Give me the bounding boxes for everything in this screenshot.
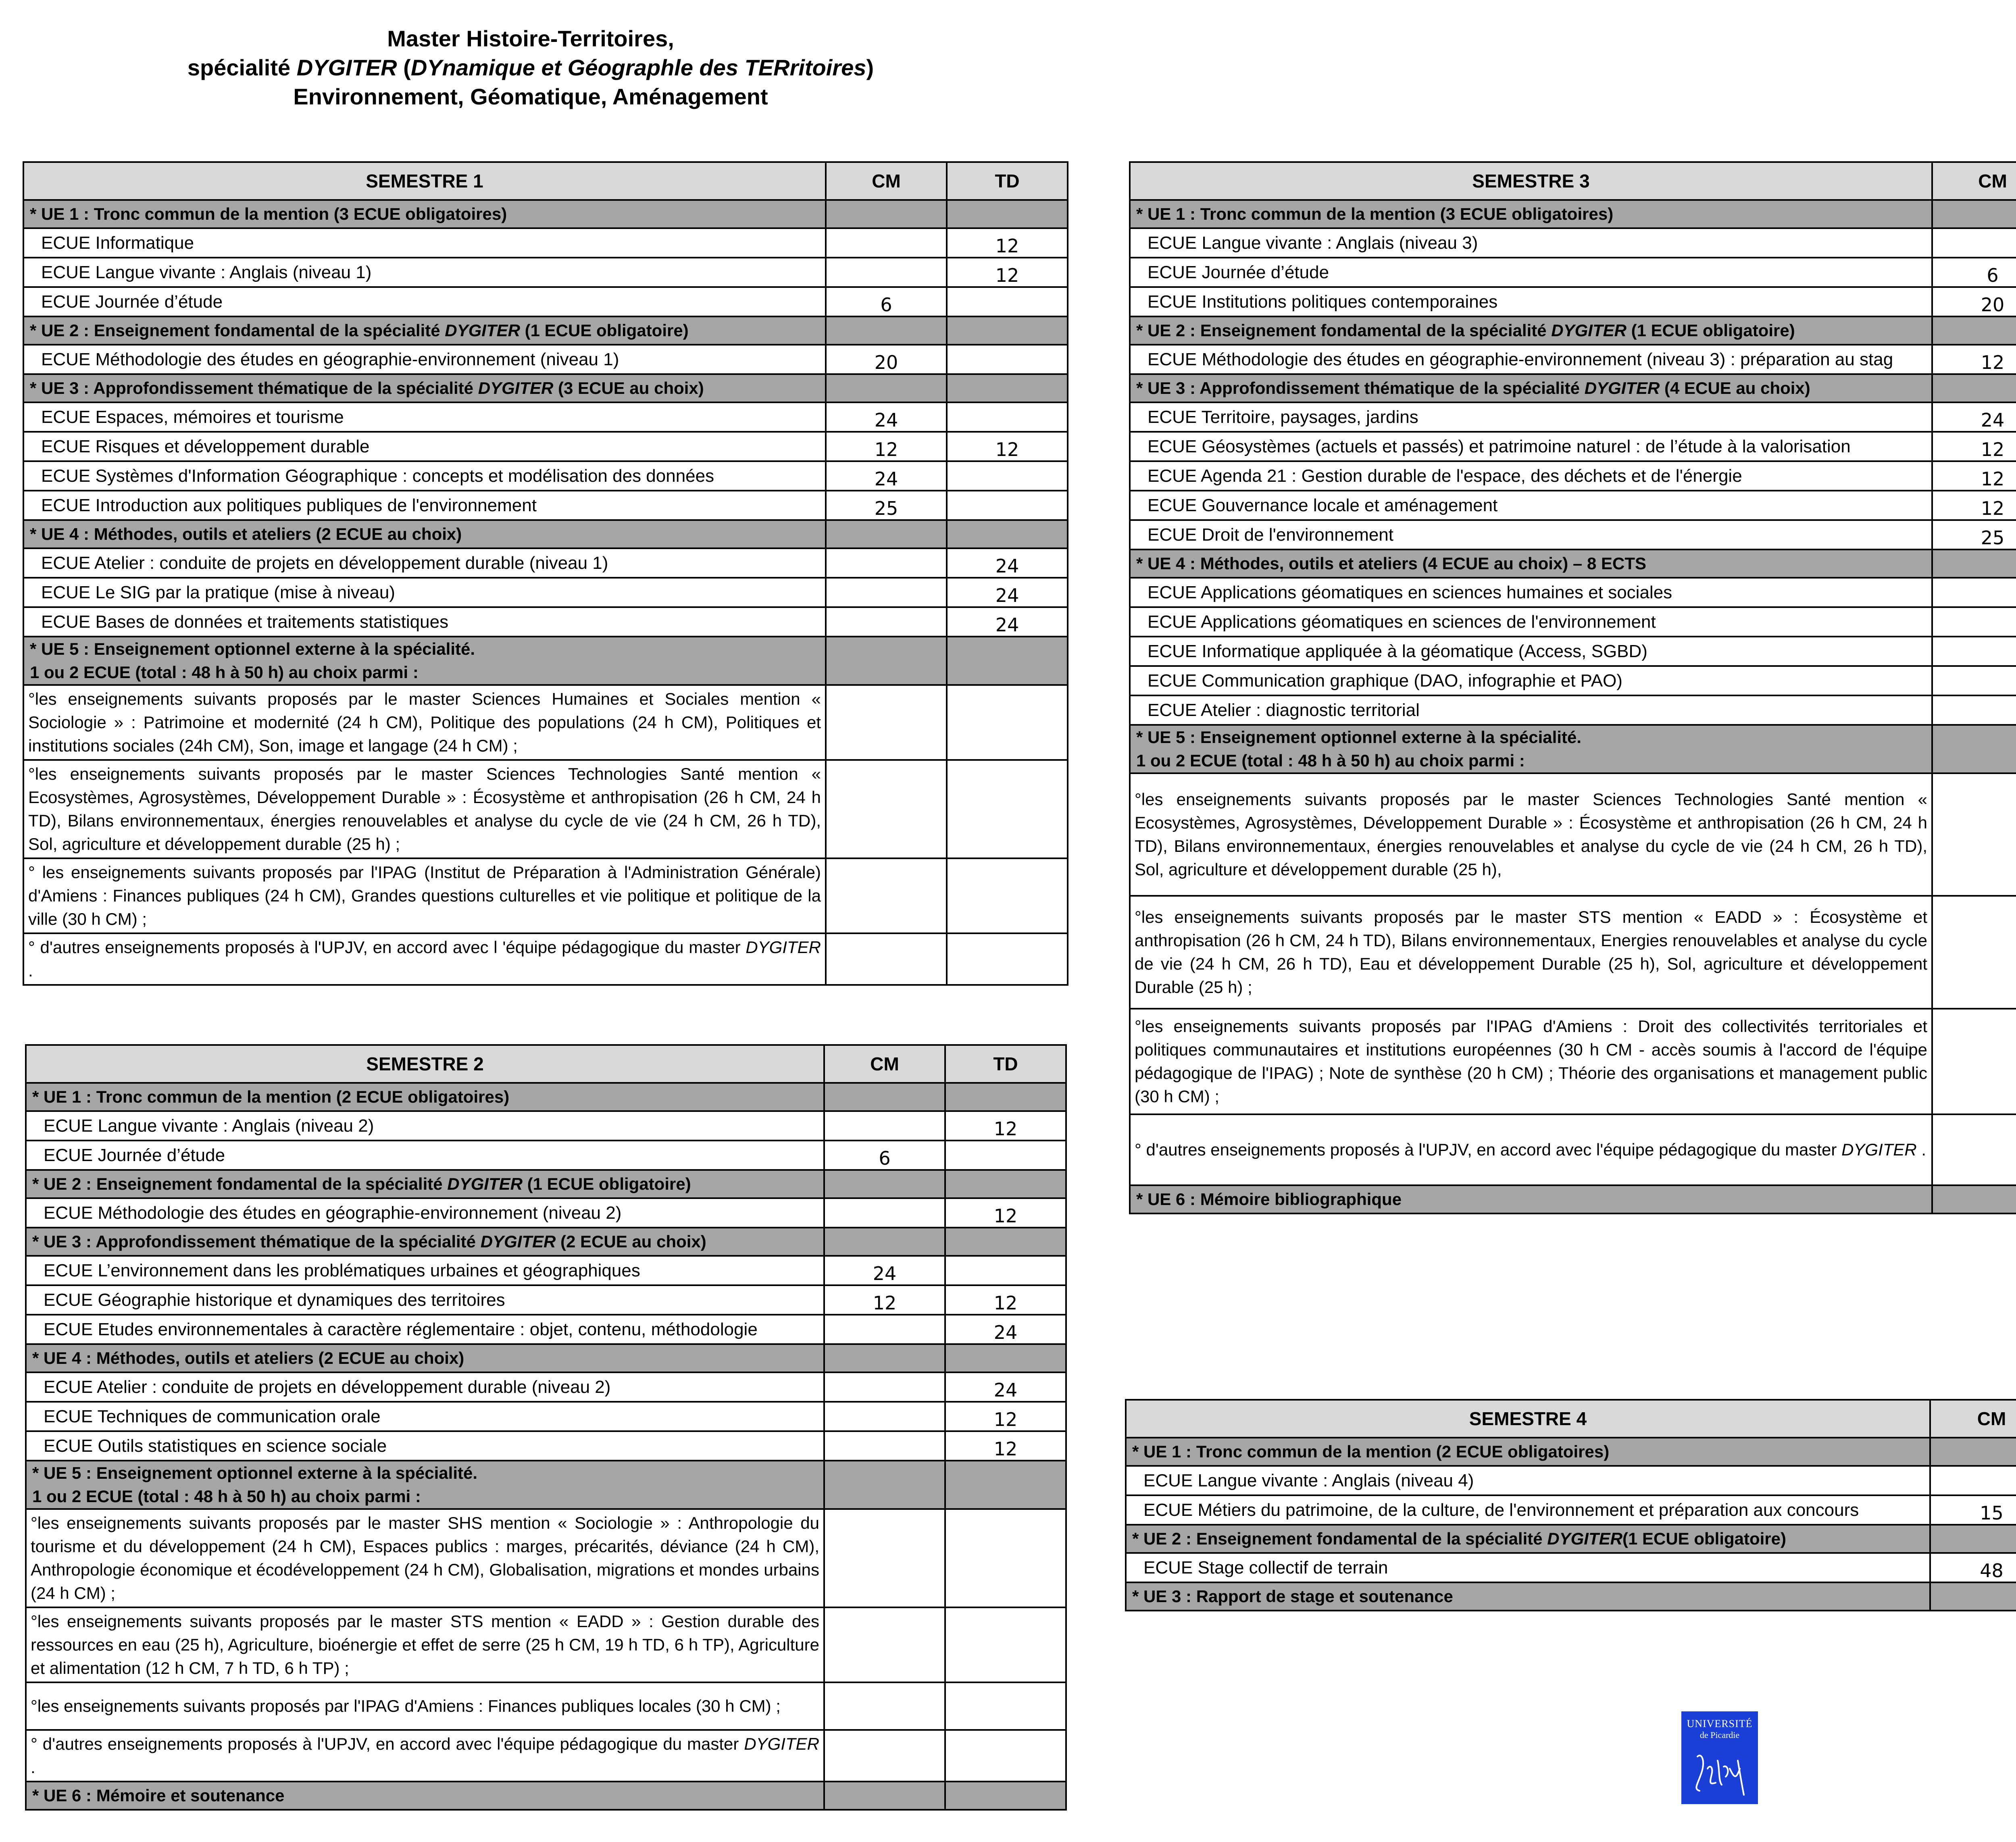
td-cell: 24 [947,607,1068,637]
ue-label: * UE 4 : Méthodes, outils et ateliers (4 ECUE au choix) – 8 ECTS [1130,549,1932,578]
td-cell: 24 [945,1372,1066,1402]
ue-label: * UE 4 : Méthodes, outils et ateliers (2 ECUE au choix) [23,520,826,548]
cm-cell [824,1461,945,1509]
ecue-row [23,258,1068,287]
cm-cell [826,200,947,228]
cm-cell: 6 [826,287,947,316]
cm-cell [1932,228,2016,258]
ecue-row [1126,1466,2016,1495]
td-cell [945,1170,1066,1198]
cm-cell: 25 [826,491,947,520]
ecue-row [26,1285,1066,1315]
td-cell: 24 [947,578,1068,607]
cm-cell [1932,773,2016,896]
ecue-label: ECUE Méthodologie des études en géographie-environnement (niveau 1) [23,345,826,374]
ecue-row [23,461,1068,491]
td-cell [945,1730,1066,1782]
ue-label: * UE 2 : Enseignement fondamental de la spécialité DYGITER(1 ECUE obligatoire) [1126,1525,1930,1553]
ue-row [1126,1525,2016,1553]
ecue-row [1130,578,2016,607]
ecue-row [1130,258,2016,287]
td-cell: 12 [945,1431,1066,1461]
cm-cell: 12 [1932,491,2016,520]
cm-cell: 12 [1932,461,2016,491]
logo-line2: de Picardie [1699,1730,1740,1740]
ecue-label: ECUE Droit de l'environnement [1130,520,1932,549]
ue-row [1130,549,2016,578]
td-cell [947,374,1068,402]
td-cell [945,1607,1066,1682]
title-line2: spécialité DYGITER (DYnamique et Géographle des TERritoires) [187,55,874,80]
cm-cell [1932,316,2016,345]
cm-cell: 24 [826,461,947,491]
cm-cell [824,1198,945,1228]
ecue-row [23,228,1068,258]
cm-cell: 48 [1930,1553,2016,1582]
ue-row [1130,200,2016,228]
cm-cell: 25 [1932,520,2016,549]
ecue-row [1130,666,2016,695]
cm-cell [826,228,947,258]
td-cell: 12 [947,228,1068,258]
td-cell: 24 [947,548,1068,578]
ue-row [1130,374,2016,402]
ecue-row [26,1256,1066,1285]
option-label: °les enseignements suivants proposés par l'IPAG d'Amiens : Finances publiques locales (30 h CM) ; [26,1682,824,1730]
ecue-row [23,345,1068,374]
ue-label: * UE 1 : Tronc commun de la mention (3 ECUE obligatoires) [1130,200,1932,228]
ecue-label: ECUE Techniques de communication orale [26,1402,824,1431]
ue5-label: * UE 5 : Enseignement optionnel externe à la spécialité. 1 ou 2 ECUE (total : 48 h à 50 h) au choix parmi : [23,637,826,685]
university-logo [1681,1711,1758,1804]
ecue-row [23,548,1068,578]
ecue-row [23,402,1068,432]
ecue-row [1130,607,2016,637]
ecue-row [23,432,1068,461]
ecue-label: ECUE Outils statistiques en science sociale [26,1431,824,1461]
semestre-header: SEMESTRE 2 [26,1045,824,1083]
ue-row [23,200,1068,228]
ecue-label: ECUE Applications géomatiques en sciences de l'environnement [1130,607,1932,637]
ecue-label: ECUE Le SIG par la pratique (mise à niveau) [23,578,826,607]
ue-row [26,1782,1066,1810]
option-label: ° d'autres enseignements proposés à l'UPJV, en accord avec l'équipe pédagogique du master DYGITER . [1130,1114,1932,1185]
cm-cell [826,685,947,760]
ecue-label: ECUE Agenda 21 : Gestion durable de l'espace, des déchets et de l'énergie [1130,461,1932,491]
cm-cell [1932,1185,2016,1213]
ue5-row [23,637,1068,685]
td-cell [947,402,1068,432]
cm-cell [826,933,947,985]
option-label: °les enseignements suivants proposés par l'IPAG d'Amiens : Droit des collectivités territoriales et politiques communautaires et institutions européennes (30 h CM - accès soumis à l'accord de l'équipe pédagogique de l'IPAG) ; Note de synthèse (20 h CM) ; Théorie des organisations et management public (30 h CM) ; [1130,1009,1932,1114]
cm-cell: 6 [1932,258,2016,287]
cm-cell [1930,1582,2016,1611]
ue-label: * UE 2 : Enseignement fondamental de la spécialité DYGITER (1 ECUE obligatoire) [23,316,826,345]
cm-cell [824,1782,945,1810]
cm-cell [1932,578,2016,607]
ecue-row [1130,461,2016,491]
ue-row [1130,316,2016,345]
cm-cell: 12 [824,1285,945,1315]
ecue-label: ECUE Espaces, mémoires et tourisme [23,402,826,432]
option-row [23,858,1068,933]
cm-header: CM [826,162,947,200]
td-cell [947,933,1068,985]
ue-row [26,1344,1066,1372]
ecue-row [26,1431,1066,1461]
option-row [23,685,1068,760]
option-label: ° d'autres enseignements proposés à l'UPJV, en accord avec l 'équipe pédagogique du master DYGITER . [23,933,826,985]
ue-row [1126,1438,2016,1466]
option-row [26,1682,1066,1730]
ue5-row [1130,725,2016,773]
title-line3: Environnement, Géomatique, Aménagement [293,84,768,109]
td-cell: 12 [947,258,1068,287]
ue-row [23,316,1068,345]
ue-label: * UE 4 : Méthodes, outils et ateliers (2 ECUE au choix) [26,1344,824,1372]
ecue-label: ECUE L’environnement dans les problématiques urbaines et géographiques [26,1256,824,1285]
ecue-label: ECUE Méthodologie des études en géographie-environnement (niveau 3) : préparation au stag [1130,345,1932,374]
ue-row [23,520,1068,548]
ecue-row [23,578,1068,607]
td-header: TD [945,1045,1066,1083]
cm-header: CM [824,1045,945,1083]
td-cell [947,316,1068,345]
option-row [1130,896,2016,1009]
ecue-row [1126,1495,2016,1525]
ecue-label: ECUE Etudes environnementales à caractère réglementaire : objet, contenu, méthodologie [26,1315,824,1344]
cm-cell [826,548,947,578]
cm-cell [824,1083,945,1111]
ecue-label: ECUE Institutions politiques contemporaines [1130,287,1932,316]
option-label: °les enseignements suivants proposés par le master STS mention « EADD » : Gestion durable des ressources en eau (25 h), Agriculture, bioénergie et effet de serre (25 h CM, 19 h TD, 6 h TP), Agriculture et alimentation (12 h CM, 7 h TD, 6 h TP) ; [26,1607,824,1682]
cm-cell: 20 [826,345,947,374]
ecue-label: ECUE Stage collectif de terrain [1126,1553,1930,1582]
td-cell [945,1083,1066,1111]
td-cell [947,345,1068,374]
option-row [1130,1009,2016,1114]
ue-row [1130,1185,2016,1213]
td-cell [945,1782,1066,1810]
td-cell [945,1256,1066,1285]
cm-cell [1932,549,2016,578]
ue-row [26,1083,1066,1111]
cm-cell [824,1509,945,1607]
td-cell [947,520,1068,548]
ue-row [26,1170,1066,1198]
ecue-label: ECUE Communication graphique (DAO, infographie et PAO) [1130,666,1932,695]
semestre-2-table [25,1044,1067,1811]
cm-cell [1930,1466,2016,1495]
cm-cell: 24 [824,1256,945,1285]
cm-cell [1932,374,2016,402]
ue-label: * UE 3 : Approfondissement thématique de la spécialité DYGITER (4 ECUE au choix) [1130,374,1932,402]
cm-cell: 12 [1932,345,2016,374]
signature-icon [1689,1744,1750,1801]
ue-label: * UE 3 : Approfondissement thématique de la spécialité DYGITER (3 ECUE au choix) [23,374,826,402]
option-row [26,1730,1066,1782]
ecue-row [26,1198,1066,1228]
cm-cell: 24 [1932,402,2016,432]
cm-cell [824,1730,945,1782]
title-line1: Master Histoire-Territoires, [387,26,674,51]
cm-cell [826,760,947,858]
td-cell: 12 [945,1111,1066,1141]
semestre-header: SEMESTRE 1 [23,162,826,200]
ecue-label: ECUE Métiers du patrimoine, de la culture, de l'environnement et préparation aux concours [1126,1495,1930,1525]
ue-label: * UE 1 : Tronc commun de la mention (3 ECUE obligatoires) [23,200,826,228]
ecue-label: ECUE Journée d’étude [1130,258,1932,287]
option-row [26,1607,1066,1682]
cm-cell [826,637,947,685]
cm-header: CM [1930,1400,2016,1438]
semestre-3-table [1129,161,2016,1214]
td-cell [947,760,1068,858]
ecue-row [1126,1553,2016,1582]
td-cell [947,200,1068,228]
ue5-row [26,1461,1066,1509]
ecue-row [1130,432,2016,461]
option-label: °les enseignements suivants proposés par le master STS mention « EADD » : Écosystème et anthropisation (26 h CM, 24 h TD), Bilans environnementaux, Energies renouvelables et analyse du cycle de vie (24 h CM, 26 h TD), Eau et développement Durable (25 h), Sol, agriculture et développement Durable (25 h) ; [1130,896,1932,1009]
ecue-label: ECUE Journée d’étude [23,287,826,316]
option-label: °les enseignements suivants proposés par le master Sciences Technologies Santé mention « Ecosystèmes, Agrosystèmes, Développement Durable » : Écosystème et anthropisation (26 h CM, 24 h TD), Bilans environnementaux, énergies renouvelables et analyse du cycle de vie (24 h CM, 26 h TD), Sol, agriculture et développement durable (25 h), [1130,773,1932,896]
td-cell: 12 [945,1198,1066,1228]
ecue-row [23,491,1068,520]
cm-cell [824,1402,945,1431]
cm-cell [824,1170,945,1198]
td-cell [945,1509,1066,1607]
cm-cell [824,1344,945,1372]
ecue-label: ECUE Langue vivante : Anglais (niveau 1) [23,258,826,287]
ecue-label: ECUE Informatique appliquée à la géomatique (Access, SGBD) [1130,637,1932,666]
td-cell [947,287,1068,316]
option-row [26,1509,1066,1607]
ecue-row [23,287,1068,316]
ecue-label: ECUE Méthodologie des études en géographie-environnement (niveau 2) [26,1198,824,1228]
cm-cell: 15 [1930,1495,2016,1525]
td-cell [945,1228,1066,1256]
option-label: ° les enseignements suivants proposés par l'IPAG (Institut de Préparation à l'Administration Générale) d'Amiens : Finances publiques (24 h CM), Grandes questions culturelles et vie politique et politique de la ville (30 h CM) ; [23,858,826,933]
ue-label: * UE 2 : Enseignement fondamental de la spécialité DYGITER (1 ECUE obligatoire) [1130,316,1932,345]
ecue-label: ECUE Informatique [23,228,826,258]
td-header: TD [947,162,1068,200]
cm-cell [1932,666,2016,695]
option-label: ° d'autres enseignements proposés à l'UPJV, en accord avec l'équipe pédagogique du master DYGITER . [26,1730,824,1782]
cm-cell: 12 [826,432,947,461]
ecue-row [26,1111,1066,1141]
option-row [1130,773,2016,896]
semestre-1-table [23,161,1068,986]
option-row [23,933,1068,985]
ue-label: * UE 3 : Approfondissement thématique de la spécialité DYGITER (2 ECUE au choix) [26,1228,824,1256]
ecue-row [1130,695,2016,725]
cm-cell: 12 [1932,432,2016,461]
cm-cell [826,374,947,402]
td-cell: 12 [945,1402,1066,1431]
cm-cell [826,316,947,345]
ecue-row [26,1141,1066,1170]
cm-cell: 6 [824,1141,945,1170]
ecue-row [1130,637,2016,666]
ecue-label: ECUE Géographie historique et dynamiques des territoires [26,1285,824,1315]
ue-label: * UE 3 : Rapport de stage et soutenance [1126,1582,1930,1611]
td-cell: 12 [947,432,1068,461]
ecue-label: ECUE Bases de données et traitements statistiques [23,607,826,637]
cm-cell [1932,637,2016,666]
td-cell [945,1344,1066,1372]
cm-cell [1930,1438,2016,1466]
ecue-row [1130,491,2016,520]
ue-label: * UE 6 : Mémoire bibliographique [1130,1185,1932,1213]
td-cell: 12 [945,1285,1066,1315]
ecue-label: ECUE Gouvernance locale et aménagement [1130,491,1932,520]
td-cell [947,637,1068,685]
cm-cell [1932,725,2016,773]
ecue-label: ECUE Langue vivante : Anglais (niveau 2) [26,1111,824,1141]
cm-cell [1932,695,2016,725]
ue5-label: * UE 5 : Enseignement optionnel externe à la spécialité. 1 ou 2 ECUE (total : 48 h à 50 h) au choix parmi : [26,1461,824,1509]
cm-cell [824,1228,945,1256]
cm-cell: 20 [1932,287,2016,316]
ecue-label: ECUE Applications géomatiques en sciences humaines et sociales [1130,578,1932,607]
ecue-row [1130,287,2016,316]
ecue-row [23,607,1068,637]
td-cell [947,461,1068,491]
td-cell [947,685,1068,760]
td-cell: 24 [945,1315,1066,1344]
ecue-label: ECUE Atelier : diagnostic territorial [1130,695,1932,725]
cm-cell [824,1431,945,1461]
ue-label: * UE 2 : Enseignement fondamental de la spécialité DYGITER (1 ECUE obligatoire) [26,1170,824,1198]
semestre-4-table [1125,1399,2016,1611]
logo-line1: UNIVERSITÉ [1687,1718,1753,1730]
ecue-row [26,1315,1066,1344]
ecue-label: ECUE Territoire, paysages, jardins [1130,402,1932,432]
ecue-row [1130,520,2016,549]
ue-label: * UE 6 : Mémoire et soutenance [26,1782,824,1810]
cm-cell [1932,1114,2016,1185]
semestre-header: SEMESTRE 4 [1126,1400,1930,1438]
ue-row [23,374,1068,402]
cm-cell [826,578,947,607]
cm-cell [1932,896,2016,1009]
ecue-row [26,1402,1066,1431]
cm-cell [824,1682,945,1730]
cm-cell [824,1315,945,1344]
ue-label: * UE 1 : Tronc commun de la mention (2 ECUE obligatoires) [1126,1438,1930,1466]
cm-cell [826,258,947,287]
td-cell [947,858,1068,933]
cm-cell: 24 [826,402,947,432]
cm-cell [824,1372,945,1402]
option-label: °les enseignements suivants proposés par le master Sciences Technologies Santé mention « Ecosystèmes, Agrosystèmes, Développement Durable » : Écosystème et anthropisation (26 h CM, 24 h TD), Bilans environnementaux, énergies renouvelables et analyse du cycle de vie (24 h CM, 26 h TD), Sol, agriculture et développement durable (25 h) ; [23,760,826,858]
ue-row [26,1228,1066,1256]
td-cell [947,491,1068,520]
ecue-row [1130,228,2016,258]
cm-cell [1932,607,2016,637]
ecue-row [26,1372,1066,1402]
ecue-label: ECUE Atelier : conduite de projets en développement durable (niveau 1) [23,548,826,578]
ecue-label: ECUE Langue vivante : Anglais (niveau 3) [1130,228,1932,258]
td-cell [945,1682,1066,1730]
ecue-label: ECUE Géosystèmes (actuels et passés) et patrimoine naturel : de l’étude à la valorisation [1130,432,1932,461]
option-row [23,760,1068,858]
ecue-label: ECUE Introduction aux politiques publiques de l'environnement [23,491,826,520]
cm-cell [824,1111,945,1141]
cm-cell [1932,200,2016,228]
ecue-label: ECUE Journée d’étude [26,1141,824,1170]
cm-cell [1932,1009,2016,1114]
ecue-row [1130,402,2016,432]
ecue-label: ECUE Atelier : conduite de projets en développement durable (niveau 2) [26,1372,824,1402]
ecue-label: ECUE Risques et développement durable [23,432,826,461]
cm-cell [826,858,947,933]
td-cell [945,1461,1066,1509]
ecue-row [1130,345,2016,374]
ecue-label: ECUE Systèmes d'Information Géographique : concepts et modélisation des données [23,461,826,491]
option-label: °les enseignements suivants proposés par le master SHS mention « Sociologie » : Anthropologie du tourisme et du développement (24 h CM), Espaces publics : marges, précarités, déviance (24 h CM), Anthropologie économique et écodéveloppement (24 h CM), Globalisation, migrations et mondes urbains (24 h CM) ; [26,1509,824,1607]
semestre-header: SEMESTRE 3 [1130,162,1932,200]
cm-cell [826,520,947,548]
option-label: °les enseignements suivants proposés par le master Sciences Humaines et Sociales mention « Sociologie » : Patrimoine et modernité (24 h CM), Politique des populations (24 h CM), Politiques et institutions sociales (24h CM), Son, image et langage (24 h CM) ; [23,685,826,760]
ecue-label: ECUE Langue vivante : Anglais (niveau 4) [1126,1466,1930,1495]
ue5-label: * UE 5 : Enseignement optionnel externe à la spécialité. 1 ou 2 ECUE (total : 48 h à 50 h) au choix parmi : [1130,725,1932,773]
ue-row [1126,1582,2016,1611]
cm-cell [824,1607,945,1682]
ue-label: * UE 1 : Tronc commun de la mention (2 ECUE obligatoires) [26,1083,824,1111]
option-row [1130,1114,2016,1185]
cm-cell [1930,1525,2016,1553]
page-title [23,24,1039,111]
cm-cell [826,607,947,637]
cm-header: CM [1932,162,2016,200]
td-cell [945,1141,1066,1170]
